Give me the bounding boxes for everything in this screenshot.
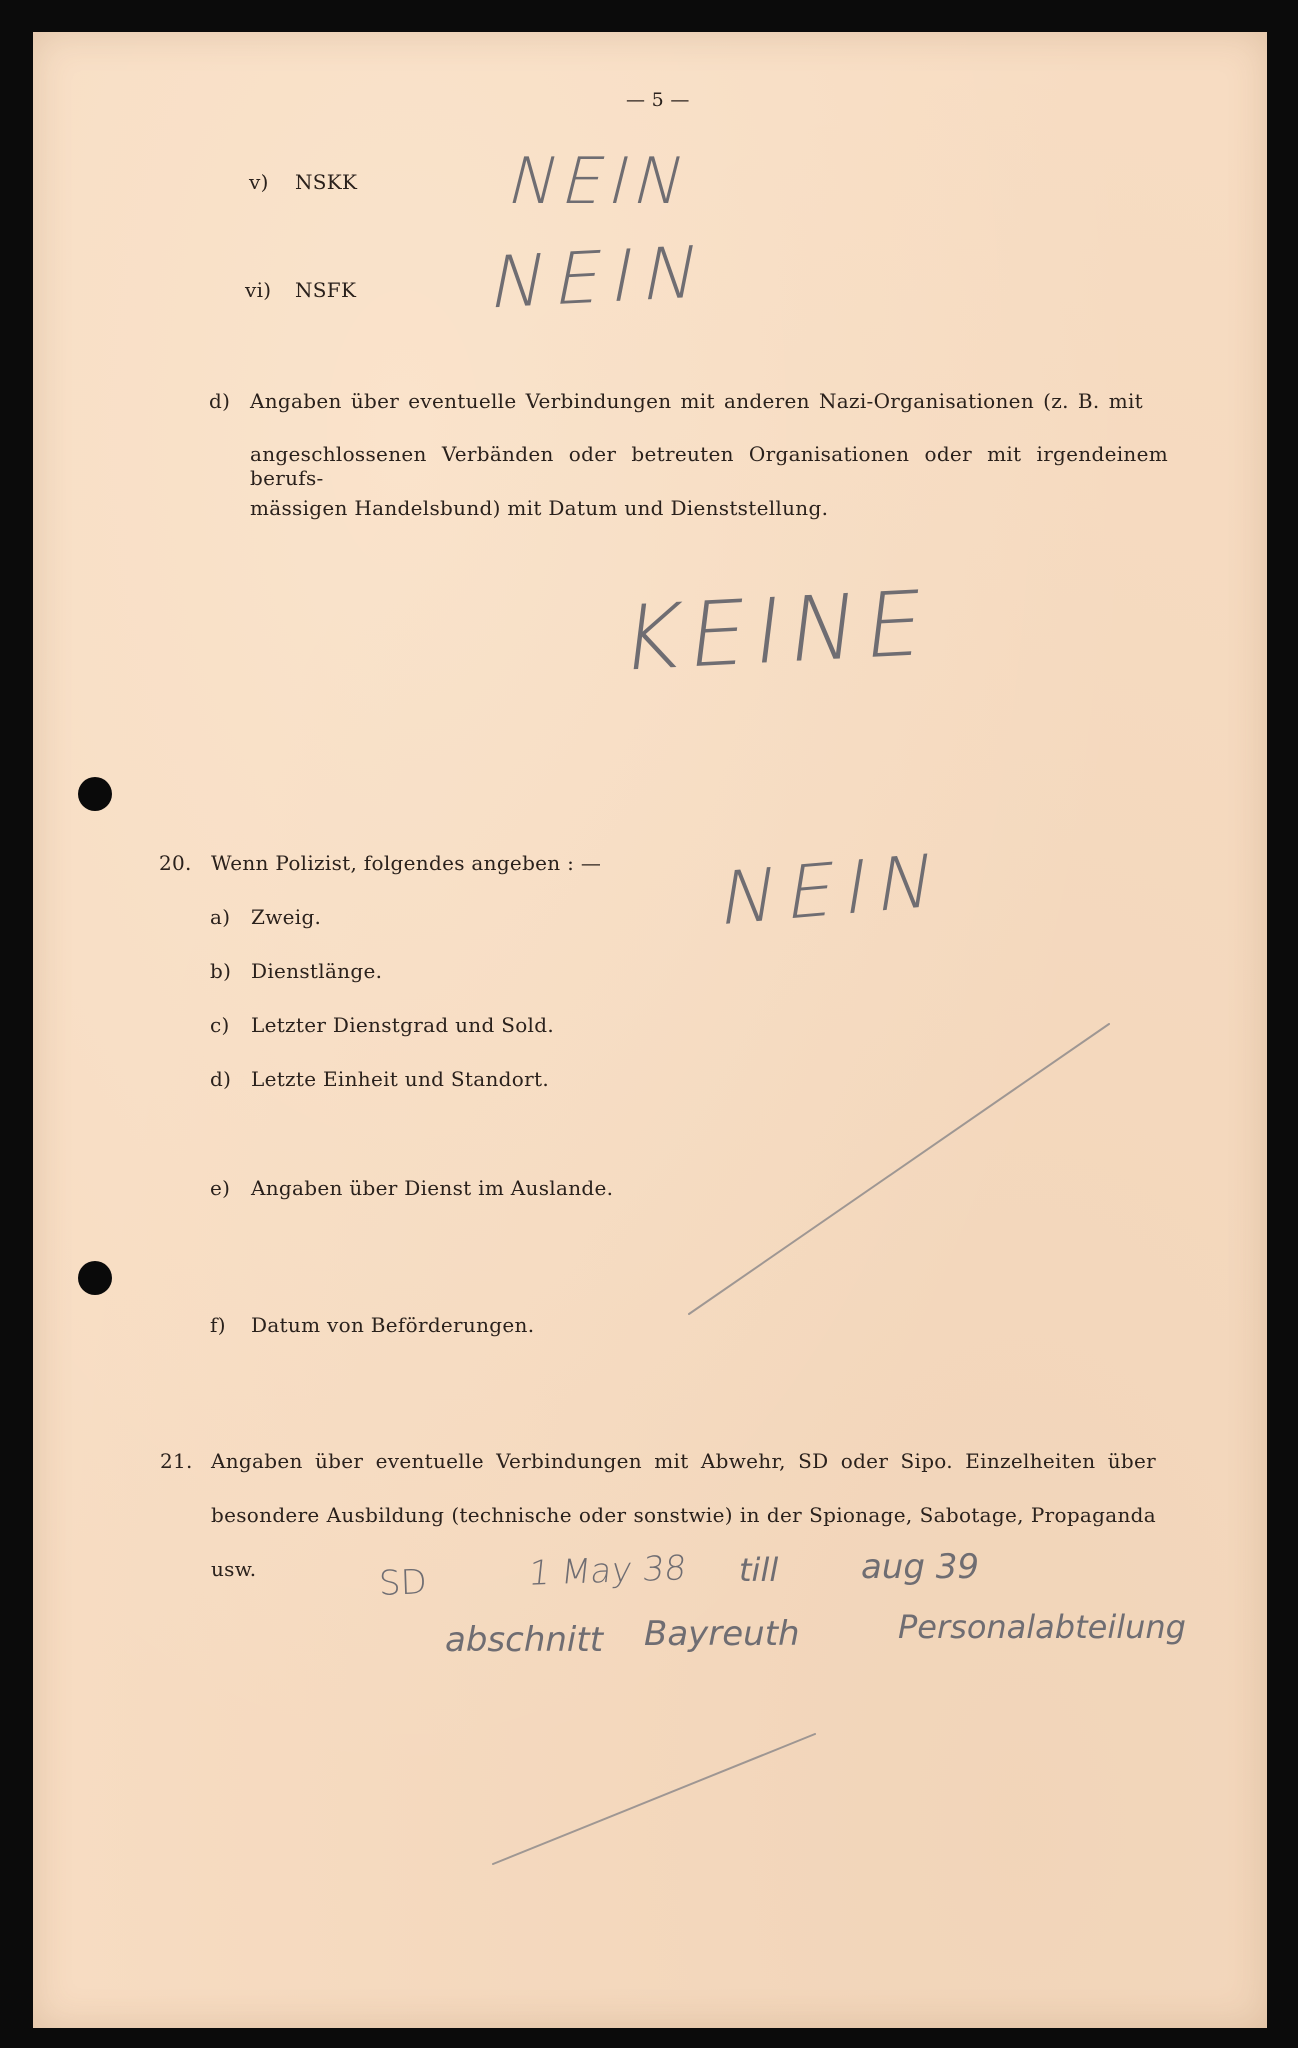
item-label-nskk: NSKK [295, 170, 358, 194]
handwritten-answer-nskk: NEIN [500, 145, 699, 219]
handwritten-answer-organisations: KEINE [615, 571, 938, 692]
question-number-20: 20. [159, 851, 192, 875]
handwritten-answer-police: NEIN [714, 837, 952, 943]
document-page [33, 32, 1267, 2028]
item-marker-a: a) [210, 905, 231, 929]
paragraph-line: besondere Ausbildung (technische oder sonstwie) in der Spionage, Sabotage, Propaganda [211, 1503, 1156, 1527]
item-marker-d: d) [209, 389, 231, 413]
item-text-ausland: Angaben über Dienst im Auslande. [251, 1176, 614, 1200]
item-marker-f: f) [210, 1313, 226, 1337]
handwritten-answer-sd: SD [378, 1562, 428, 1604]
pencil-strike-line [493, 1734, 815, 1864]
handwritten-answer-nsfk: NEIN [483, 229, 717, 325]
handwritten-answer-date-from: 1 May 38 [526, 1548, 689, 1594]
handwritten-answer-date-to: aug 39 [861, 1547, 980, 1587]
item-text-befoerderungen: Datum von Beförderungen. [251, 1313, 535, 1337]
item-text-einheit: Letzte Einheit und Standort. [251, 1067, 549, 1091]
question-number-21: 21. [160, 1449, 193, 1473]
handwritten-answer-till: till [739, 1551, 779, 1589]
paragraph-line: mässigen Handelsbund) mit Datum und Dienststellung. [250, 496, 829, 520]
punch-hole [78, 1261, 112, 1295]
handwritten-answer-bayreuth: Bayreuth [644, 1614, 800, 1654]
handwritten-answer-personalabteilung: Personalabteilung [898, 1608, 1186, 1646]
item-marker-d: d) [210, 1067, 232, 1091]
pencil-strike-line [689, 1024, 1109, 1314]
paragraph-line: usw. [211, 1557, 257, 1581]
item-text-dienstgrad: Letzter Dienstgrad und Sold. [251, 1013, 554, 1037]
pencil-marks [33, 32, 1267, 2028]
item-marker-v: v) [249, 170, 269, 194]
item-text-zweig: Zweig. [251, 905, 322, 929]
item-text-dienstlaenge: Dienstlänge. [251, 959, 383, 983]
paragraph-line: Angaben über eventuelle Verbindungen mit anderen Nazi-Organisationen (z. B. mit [250, 389, 1143, 413]
handwritten-answer-abschnitt: abschnitt [445, 1620, 604, 1660]
item-marker-c: c) [210, 1013, 230, 1037]
item-marker-e: e) [210, 1176, 231, 1200]
page-number: — 5 — [626, 89, 690, 111]
question-20-title: Wenn Polizist, folgendes angeben : — [211, 851, 602, 875]
paragraph-line: Angaben über eventuelle Verbindungen mit Abwehr, SD oder Sipo. Einzelheiten über [211, 1449, 1156, 1473]
punch-hole [78, 777, 112, 811]
item-marker-vi: vi) [245, 278, 272, 302]
item-marker-b: b) [210, 959, 232, 983]
paragraph-line: angeschlossenen Verbänden oder betreuten Organisationen oder mit irgendeinem berufs- [250, 442, 1168, 490]
item-label-nsfk: NSFK [295, 278, 357, 302]
